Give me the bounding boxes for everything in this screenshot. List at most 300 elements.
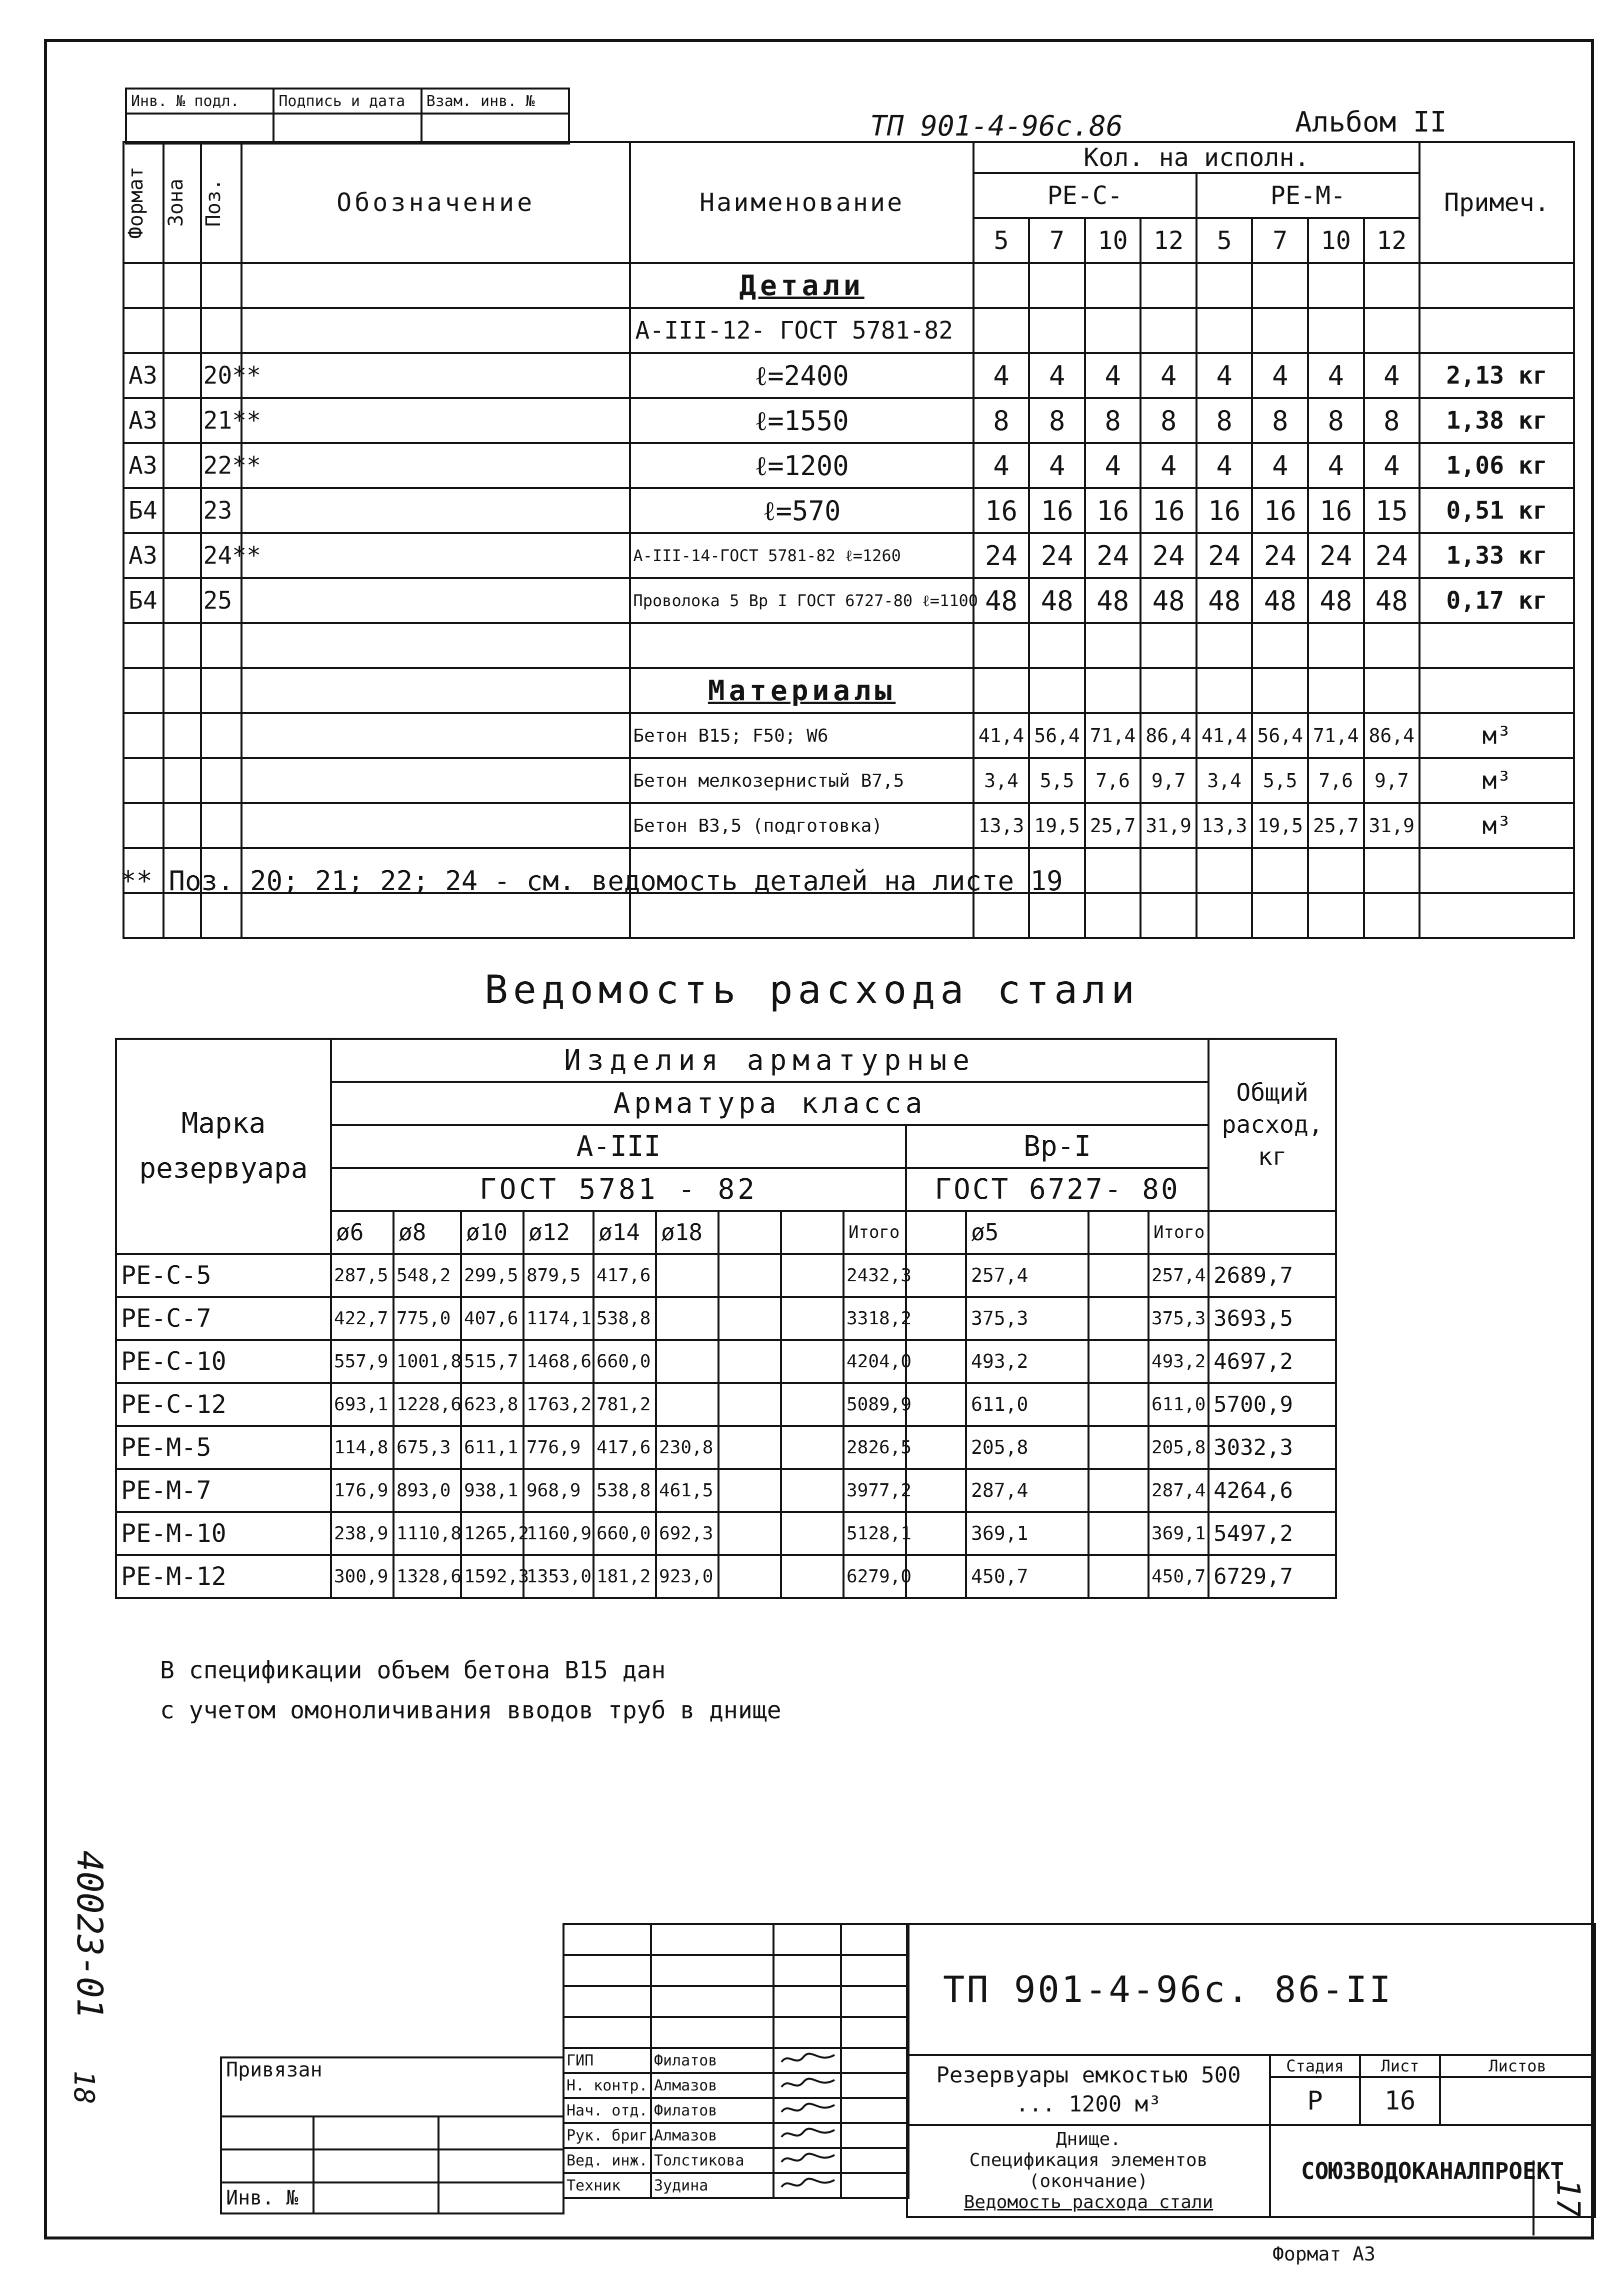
steel-total: 3032,3 [1208, 1426, 1336, 1469]
row-qty: 24 [1140, 533, 1196, 578]
row-qty: 4 [1140, 443, 1196, 488]
steel-a-value: 515,7 [461, 1340, 524, 1383]
row-pos: 25 [201, 578, 241, 623]
diam-a: ø18 [656, 1211, 718, 1254]
row-qty: 8 [1308, 398, 1364, 443]
row-name: ℓ=2400 [630, 353, 973, 398]
row-qty: 24 [1252, 533, 1308, 578]
steel-b-total: 287,4 [1148, 1469, 1208, 1512]
row-qty: 4 [974, 353, 1030, 398]
steel-b-total: 493,2 [1148, 1340, 1208, 1383]
row-note: 1,06 кг [1420, 443, 1574, 488]
col-name: Наименование [630, 142, 973, 263]
steel-a-value: 1110,8 [394, 1512, 461, 1555]
row-qty: 4 [1085, 353, 1141, 398]
itogo-b: Итого [1148, 1211, 1208, 1254]
row-qty: 16 [1252, 488, 1308, 533]
signature-scribble [778, 2075, 838, 2092]
material-qty: 56,4 [1029, 713, 1085, 758]
steel-a-value [656, 1340, 718, 1383]
row-qty: 8 [1029, 398, 1085, 443]
group-m: РЕ-М- [1196, 173, 1420, 218]
row-qty: 4 [1364, 353, 1420, 398]
row-qty: 24 [1085, 533, 1141, 578]
steel-total: 5497,2 [1208, 1512, 1336, 1555]
steel-b-total: 450,7 [1148, 1555, 1208, 1598]
steel-row [116, 1426, 1336, 1469]
steel-b-total: 205,8 [1148, 1426, 1208, 1469]
steel-total: 6729,7 [1208, 1555, 1336, 1598]
row-qty: 48 [974, 578, 1030, 623]
material-qty: 31,9 [1364, 803, 1420, 848]
steel-a-value: 660,0 [594, 1340, 656, 1383]
margin-number: 18 [68, 2070, 100, 2104]
steel-mark: РЕ-С-12 [116, 1383, 331, 1426]
privyazan-label: Привязан [221, 2057, 564, 2116]
material-row [124, 803, 1574, 848]
sheet-label: Лист [1360, 2055, 1440, 2077]
steel-a-value: 557,9 [331, 1340, 394, 1383]
col-pos: Поз. [202, 178, 226, 227]
steel-a-total: 2826,5 [844, 1426, 906, 1469]
diam-a: ø6 [331, 1211, 394, 1254]
row-name: ℓ=570 [630, 488, 973, 533]
signature-row [564, 2123, 908, 2148]
title-code: ТП 901-4-96с. 86-II [907, 1924, 1595, 2055]
stamp-cell [126, 114, 274, 144]
signature-row [564, 2148, 908, 2173]
row-format: Б4 [124, 488, 164, 533]
org-name: СОЮЗВОДОКАНАЛПРОЕКТ [1270, 2125, 1595, 2217]
row-qty: 8 [1252, 398, 1308, 443]
row-designation [242, 533, 630, 578]
steel-a-value: 1353,0 [524, 1555, 594, 1598]
row-qty: 15 [1364, 488, 1420, 533]
signature-name: Филатов [651, 2098, 774, 2123]
gost-a: ГОСТ 5781 - 82 [331, 1168, 906, 1211]
row-qty: 16 [1196, 488, 1252, 533]
steel-empty [781, 1254, 844, 1297]
row-format: Б4 [124, 578, 164, 623]
material-qty: 86,4 [1140, 713, 1196, 758]
col-mark: Марка резервуара [116, 1039, 331, 1254]
steel-b-value: 450,7 [966, 1555, 1088, 1598]
row-pos: 22** [201, 443, 241, 488]
row-qty: 24 [1196, 533, 1252, 578]
steel-empty [906, 1383, 966, 1426]
signature-name: Алмазов [651, 2073, 774, 2098]
steel-a-value: 230,8 [656, 1426, 718, 1469]
steel-empty [781, 1297, 844, 1340]
steel-row [116, 1340, 1336, 1383]
col-designation: Обозначение [242, 142, 630, 263]
row-format: А3 [124, 443, 164, 488]
variant: 12 [1140, 218, 1196, 263]
diam-a: ø12 [524, 1211, 594, 1254]
steel-mark: РЕ-М-5 [116, 1426, 331, 1469]
concrete-note [160, 1650, 782, 1730]
steel-a-value: 114,8 [331, 1426, 394, 1469]
steel-a-value: 1160,9 [524, 1512, 594, 1555]
steel-empty [906, 1512, 966, 1555]
steel-a-value: 1468,6 [524, 1340, 594, 1383]
steel-table [115, 1038, 1337, 1599]
material-cell [124, 713, 164, 758]
steel-a-value: 548,2 [394, 1254, 461, 1297]
steel-empty [1088, 1383, 1148, 1426]
steel-total: 5700,9 [1208, 1383, 1336, 1426]
steel-mark: РЕ-М-12 [116, 1555, 331, 1598]
row-qty: 4 [1364, 443, 1420, 488]
material-cell [164, 803, 201, 848]
signature-mark [774, 2148, 841, 2173]
row-qty: 4 [1029, 353, 1085, 398]
variant: 10 [1308, 218, 1364, 263]
material-qty: 19,5 [1029, 803, 1085, 848]
sheet-name-3: (окончание) [1028, 2171, 1148, 2191]
inv-no-label: Инв. № [221, 2182, 314, 2213]
stage-label: Стадия [1270, 2055, 1360, 2077]
col-total: Общий расход, кг [1208, 1039, 1336, 1211]
steel-a-value: 692,3 [656, 1512, 718, 1555]
signature-date [841, 2048, 908, 2073]
steel-b-value: 369,1 [966, 1512, 1088, 1555]
signature-row [564, 2073, 908, 2098]
steel-mark: РЕ-С-10 [116, 1340, 331, 1383]
row-qty: 24 [974, 533, 1030, 578]
steel-empty [718, 1512, 781, 1555]
row-qty: 24 [1029, 533, 1085, 578]
material-qty: 25,7 [1308, 803, 1364, 848]
steel-empty [781, 1512, 844, 1555]
material-qty: 9,7 [1140, 758, 1196, 803]
row-qty: 16 [1140, 488, 1196, 533]
class-a: А-III [331, 1125, 906, 1168]
row-designation [242, 578, 630, 623]
signature-mark [774, 2098, 841, 2123]
spec-row [124, 443, 1574, 488]
row-qty: 48 [1196, 578, 1252, 623]
row-qty: 4 [1252, 353, 1308, 398]
row-pos: 21** [201, 398, 241, 443]
section-materials: Материалы [708, 674, 896, 707]
row-format: А3 [124, 353, 164, 398]
steel-empty [781, 1426, 844, 1469]
steel-a-total: 6279,0 [844, 1555, 906, 1598]
steel-a-value: 660,0 [594, 1512, 656, 1555]
col-class: Арматура класса [331, 1082, 1208, 1125]
signature-mark [774, 2173, 841, 2198]
row-qty: 16 [974, 488, 1030, 533]
steel-a-value: 623,8 [461, 1383, 524, 1426]
steel-mark: РЕ-М-10 [116, 1512, 331, 1555]
section-details: Детали [739, 269, 864, 302]
sheet-name-2: Спецификация элементов [969, 2150, 1208, 2170]
steel-b-total: 611,0 [1148, 1383, 1208, 1426]
row-qty: 8 [974, 398, 1030, 443]
page-number: 17 [1549, 2178, 1586, 2217]
row-qty: 24 [1364, 533, 1420, 578]
steel-row [116, 1512, 1336, 1555]
signature-mark [774, 2073, 841, 2098]
material-qty: 86,4 [1364, 713, 1420, 758]
row-name: А-III-14-ГОСТ 5781-82 ℓ=1260 [630, 533, 973, 578]
row-name: ℓ=1550 [630, 398, 973, 443]
diam-a: ø14 [594, 1211, 656, 1254]
row-note: 0,17 кг [1420, 578, 1574, 623]
steel-a-value: 923,0 [656, 1555, 718, 1598]
variant: 7 [1252, 218, 1308, 263]
steel-a-value: 675,3 [394, 1426, 461, 1469]
signature-row [564, 2098, 908, 2123]
steel-a-value: 176,9 [331, 1469, 394, 1512]
signature-scribble [778, 2050, 838, 2067]
spec-row [124, 353, 1574, 398]
material-qty: 5,5 [1029, 758, 1085, 803]
steel-b-total: 369,1 [1148, 1512, 1208, 1555]
concrete-note-line1: В спецификации объем бетона В15 дан [160, 1656, 666, 1684]
stamp-cell [274, 114, 421, 144]
class-b: Вр-I [906, 1125, 1208, 1168]
steel-empty [1088, 1340, 1148, 1383]
steel-a-total: 4204,0 [844, 1340, 906, 1383]
col-zone: Зона [164, 178, 188, 227]
material-cell [201, 713, 241, 758]
material-name: Бетон В15; F50; W6 [630, 713, 973, 758]
material-qty: 25,7 [1085, 803, 1141, 848]
signature-scribble [778, 2175, 838, 2192]
steel-a-total: 2432,3 [844, 1254, 906, 1297]
signature-name: Алмазов [651, 2123, 774, 2148]
steel-row [116, 1254, 1336, 1297]
col-qty: Кол. на исполн. [974, 142, 1420, 173]
signature-block [562, 1923, 910, 2199]
steel-row [116, 1555, 1336, 1598]
spec-row [124, 578, 1574, 623]
steel-a-total: 3318,2 [844, 1297, 906, 1340]
steel-empty [718, 1426, 781, 1469]
privyazan-block [220, 2056, 564, 2214]
material-name: Бетон мелкозернистый В7,5 [630, 758, 973, 803]
steel-empty [906, 1254, 966, 1297]
row-qty: 4 [974, 443, 1030, 488]
col-note: Примеч. [1420, 142, 1574, 263]
row-qty: 16 [1029, 488, 1085, 533]
steel-empty [1088, 1297, 1148, 1340]
material-unit: м³ [1420, 758, 1574, 803]
variant: 5 [974, 218, 1030, 263]
steel-empty [1088, 1254, 1148, 1297]
material-cell [242, 758, 630, 803]
row-qty: 16 [1085, 488, 1141, 533]
steel-empty [718, 1469, 781, 1512]
steel-total: 4264,6 [1208, 1469, 1336, 1512]
row-pos: 24** [201, 533, 241, 578]
row-zone [164, 533, 201, 578]
material-qty: 13,3 [974, 803, 1030, 848]
row-qty: 4 [1252, 443, 1308, 488]
material-cell [201, 803, 241, 848]
steel-a-value [656, 1254, 718, 1297]
steel-empty [718, 1254, 781, 1297]
steel-b-value: 611,0 [966, 1383, 1088, 1426]
details-title: А-III-12- ГОСТ 5781-82 [630, 308, 973, 353]
row-qty: 48 [1308, 578, 1364, 623]
steel-a-value: 1265,2 [461, 1512, 524, 1555]
sheet-name-1: Днище. [1056, 2129, 1122, 2149]
steel-b-value: 493,2 [966, 1340, 1088, 1383]
material-qty: 9,7 [1364, 758, 1420, 803]
signature-role: Вед. инж. [564, 2148, 651, 2173]
steel-a-value: 538,8 [594, 1469, 656, 1512]
row-name: Проволока 5 Вр I ГОСТ 6727-80 ℓ=1100 [630, 578, 973, 623]
steel-empty [718, 1297, 781, 1340]
steel-a-value: 775,0 [394, 1297, 461, 1340]
row-zone [164, 353, 201, 398]
spec-table [122, 141, 1575, 939]
sheets-label: Листов [1440, 2055, 1595, 2077]
steel-mark: РЕ-М-7 [116, 1469, 331, 1512]
row-qty: 48 [1085, 578, 1141, 623]
steel-a-value: 407,6 [461, 1297, 524, 1340]
steel-a-value [656, 1383, 718, 1426]
signature-row [564, 2048, 908, 2073]
spec-row [124, 398, 1574, 443]
archive-number: 40023-01 [69, 1850, 110, 2019]
steel-a-value: 693,1 [331, 1383, 394, 1426]
material-qty: 7,6 [1085, 758, 1141, 803]
signature-date [841, 2098, 908, 2123]
signature-date [841, 2173, 908, 2198]
row-note: 1,38 кг [1420, 398, 1574, 443]
row-qty: 4 [1308, 443, 1364, 488]
steel-a-value: 879,5 [524, 1254, 594, 1297]
row-designation [242, 398, 630, 443]
signature-scribble [778, 2100, 838, 2117]
steel-total: 4697,2 [1208, 1340, 1336, 1383]
row-qty: 48 [1029, 578, 1085, 623]
steel-a-value: 299,5 [461, 1254, 524, 1297]
row-qty: 4 [1196, 353, 1252, 398]
row-note: 0,51 кг [1420, 488, 1574, 533]
row-qty: 4 [1085, 443, 1141, 488]
sheet-value: 16 [1360, 2077, 1440, 2125]
material-name: Бетон В3,5 (подготовка) [630, 803, 973, 848]
row-qty: 48 [1364, 578, 1420, 623]
row-qty: 4 [1029, 443, 1085, 488]
steel-a-value: 781,2 [594, 1383, 656, 1426]
steel-empty [906, 1555, 966, 1598]
steel-a-value: 1174,1 [524, 1297, 594, 1340]
steel-a-value: 611,1 [461, 1426, 524, 1469]
row-qty: 24 [1308, 533, 1364, 578]
stamp-replace-label: Взам. инв. № [422, 89, 569, 114]
steel-a-value: 238,9 [331, 1512, 394, 1555]
steel-a-value: 968,9 [524, 1469, 594, 1512]
steel-empty [1088, 1555, 1148, 1598]
row-zone [164, 488, 201, 533]
steel-b-total: 375,3 [1148, 1297, 1208, 1340]
steel-a-value: 417,6 [594, 1254, 656, 1297]
row-zone [164, 398, 201, 443]
row-pos: 20** [201, 353, 241, 398]
material-unit: м³ [1420, 713, 1574, 758]
material-row [124, 758, 1574, 803]
material-qty: 41,4 [974, 713, 1030, 758]
steel-empty [718, 1340, 781, 1383]
steel-empty [781, 1555, 844, 1598]
signature-role: Техник [564, 2173, 651, 2198]
steel-a-value: 417,6 [594, 1426, 656, 1469]
gost-b: ГОСТ 6727- 80 [906, 1168, 1208, 1211]
group-c: РЕ-С- [974, 173, 1196, 218]
variant: 12 [1364, 218, 1420, 263]
steel-a-value: 1592,3 [461, 1555, 524, 1598]
sheet-name [907, 2125, 1270, 2217]
diam-a: ø10 [461, 1211, 524, 1254]
material-qty: 7,6 [1308, 758, 1364, 803]
row-qty: 4 [1308, 353, 1364, 398]
steel-b-value: 257,4 [966, 1254, 1088, 1297]
album-label: Альбом II [1295, 106, 1447, 139]
signature-name: Зудина [651, 2173, 774, 2198]
signature-role: Нач. отд. [564, 2098, 651, 2123]
row-designation [242, 443, 630, 488]
steel-a-value: 422,7 [331, 1297, 394, 1340]
format-label: Формат А3 [1272, 2243, 1376, 2265]
material-qty: 19,5 [1252, 803, 1308, 848]
row-qty: 48 [1140, 578, 1196, 623]
row-format: А3 [124, 398, 164, 443]
doc-code: ТП 901-4-96с.86 [870, 110, 1123, 143]
steel-row [116, 1297, 1336, 1340]
steel-a-total: 5128,1 [844, 1512, 906, 1555]
steel-a-value: 1001,8 [394, 1340, 461, 1383]
steel-b-value: 287,4 [966, 1469, 1088, 1512]
spec-row [124, 488, 1574, 533]
row-qty: 8 [1196, 398, 1252, 443]
steel-a-value: 538,8 [594, 1297, 656, 1340]
stage-value: Р [1270, 2077, 1360, 2125]
signature-name: Филатов [651, 2048, 774, 2073]
sheets-value [1440, 2077, 1595, 2125]
steel-empty [1088, 1469, 1148, 1512]
steel-total: 2689,7 [1208, 1254, 1336, 1297]
variant: 7 [1029, 218, 1085, 263]
steel-mark: РЕ-С-7 [116, 1297, 331, 1340]
steel-a-value: 1763,2 [524, 1383, 594, 1426]
sheet-name-4: Ведомость расхода стали [964, 2192, 1214, 2212]
signature-mark [774, 2123, 841, 2148]
material-qty: 3,4 [1196, 758, 1252, 803]
material-qty: 31,9 [1140, 803, 1196, 848]
material-row [124, 713, 1574, 758]
row-qty: 48 [1252, 578, 1308, 623]
steel-total: 3693,5 [1208, 1297, 1336, 1340]
steel-empty [906, 1426, 966, 1469]
steel-mark: РЕ-С-5 [116, 1254, 331, 1297]
diam-a: ø8 [394, 1211, 461, 1254]
col-format: Формат [124, 166, 148, 239]
steel-empty [718, 1383, 781, 1426]
row-name: ℓ=1200 [630, 443, 973, 488]
footnote: ** Поз. 20; 21; 22; 24 - см. ведомость деталей на листе 19 [120, 865, 1063, 897]
material-qty: 41,4 [1196, 713, 1252, 758]
steel-empty [781, 1383, 844, 1426]
material-cell [242, 803, 630, 848]
row-qty: 8 [1364, 398, 1420, 443]
diam-b: ø5 [966, 1211, 1088, 1254]
